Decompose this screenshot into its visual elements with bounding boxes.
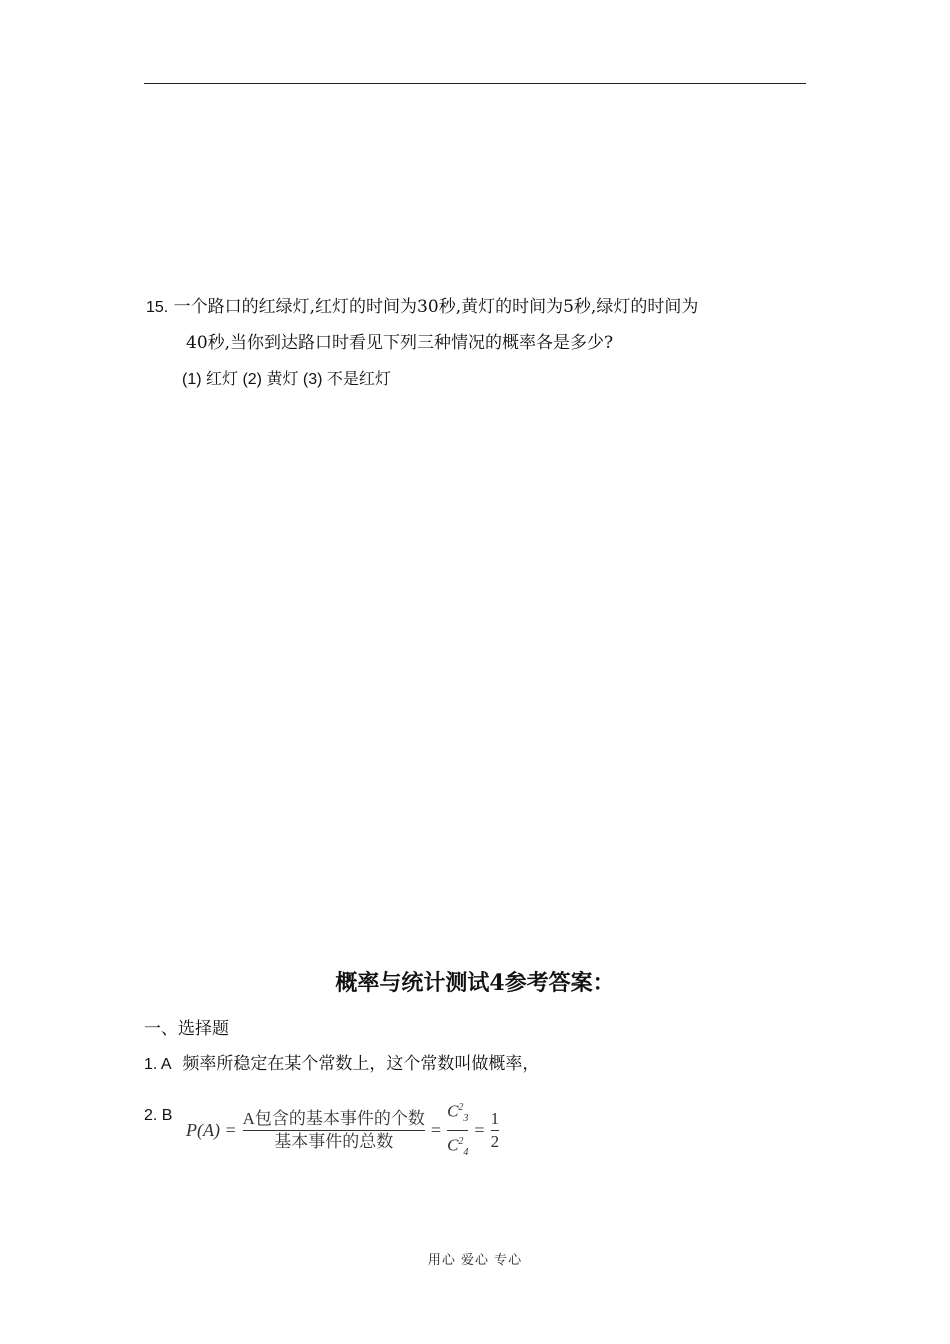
question-15-options: (1) 红灯 (2) 黄灯 (3) 不是红灯: [182, 371, 391, 388]
fraction-denominator: 基本事件的总数: [274, 1132, 394, 1152]
question-text-1: 一个路口的红绿灯,红灯的时间为30秒,黄灯的时间为5秒,绿灯的时间为: [173, 297, 699, 317]
question-15-line-1: [146, 296, 698, 319]
header-rule: [144, 83, 806, 84]
answers-title: 概率与统计测试4参考答案：: [335, 970, 615, 996]
fraction-event-count: [243, 1108, 425, 1153]
answer-2-label: 2. B: [144, 1107, 173, 1124]
answer-2-formula: P(A) = $\frac{\text{A包含的基本事件的个数}}{\text{基本事件的总数}}$ = $\frac{C^2_3}{C^2_4}$ = $\frac{1}{2}$: [186, 1097, 501, 1147]
section-heading: 一、选择题: [144, 1019, 229, 1039]
question-15-line-2: 40秒,当你到达路口时看见下列三种情况的概率各是多少?: [186, 333, 614, 353]
answer-1-label: 1. A: [144, 1056, 172, 1073]
fraction-combination: $\frac{C^2_3}{C^2_4}$: [447, 1101, 469, 1159]
fraction-result: $\frac{1}{2}$: [490, 1109, 500, 1152]
formula-lhs: P(A) =: [186, 1120, 237, 1141]
answer-1-text: 频率所稳定在某个常数上，这个常数叫做概率，: [182, 1054, 540, 1074]
footer-text: 用心 爱心 专心: [427, 1253, 523, 1268]
answer-item-1: [144, 1053, 539, 1076]
fraction-numerator: A包含的基本事件的个数: [242, 1109, 425, 1129]
question-number: 15.: [146, 299, 169, 316]
